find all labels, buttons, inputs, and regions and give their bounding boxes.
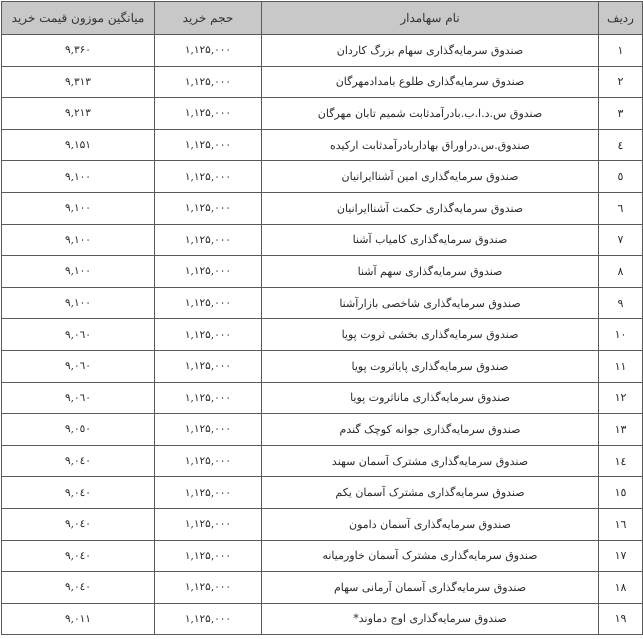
shareholder-table-container (1, 1, 642, 635)
cell-name: صندوق سرمایه‌گذاری سهام بزرگ کاردان (262, 35, 599, 67)
cell-avg-price: ۹,۱۰۰ (2, 161, 155, 193)
cell-volume: ۱,۱۲۵,۰۰۰ (155, 224, 262, 256)
cell-avg-price: ۹,۰٤۰ (2, 445, 155, 477)
cell-index: ۱۲ (599, 382, 643, 414)
cell-volume: ۱,۱۲۵,۰۰۰ (155, 445, 262, 477)
cell-volume: ۱,۱۲۵,۰۰۰ (155, 256, 262, 288)
cell-name: صندوق سرمایه‌گذاری مشترک آسمان سهند (262, 445, 599, 477)
cell-avg-price: ۹,۰٦۰ (2, 350, 155, 382)
cell-avg-price: ۹,۳۶۰ (2, 35, 155, 67)
cell-volume: ۱,۱۲۵,۰۰۰ (155, 414, 262, 446)
cell-index: ۷ (599, 224, 643, 256)
cell-index: ۳ (599, 98, 643, 130)
cell-name: صندوق سرمایه‌گذاری بخشی ثروت پویا (262, 319, 599, 351)
table-row (2, 161, 643, 193)
table-row (2, 287, 643, 319)
table-row (2, 414, 643, 446)
table-row (2, 129, 643, 161)
cell-index: ۱٤ (599, 445, 643, 477)
cell-name: صندوق سرمایه‌گذاری حکمت آشناایرانیان (262, 192, 599, 224)
table-row (2, 572, 643, 604)
table-row (2, 540, 643, 572)
cell-volume: ۱,۱۲۵,۰۰۰ (155, 98, 262, 130)
cell-name: صندوق س.د.ا.ب.بادرآمدثابت شمیم تابان مهرگان (262, 98, 599, 130)
cell-avg-price: ۹,۱۰۰ (2, 287, 155, 319)
header-name: نام سهامدار (262, 2, 599, 35)
table-row (2, 477, 643, 509)
cell-avg-price: ۹,۰٤۰ (2, 508, 155, 540)
cell-name: صندوق سرمایه‌گذاری امین آشناایرانیان (262, 161, 599, 193)
cell-name: صندوق سرمایه‌گذاری پایاثروت پویا (262, 350, 599, 382)
cell-volume: ۱,۱۲۵,۰۰۰ (155, 350, 262, 382)
cell-name: صندوق سرمایه‌گذاری مشترک آسمان یکم (262, 477, 599, 509)
cell-avg-price: ۹,۰٥۰ (2, 414, 155, 446)
table-row (2, 224, 643, 256)
cell-name: صندوق سرمایه‌گذاری آسمان آرمانی سهام (262, 572, 599, 604)
cell-avg-price: ۹,۱۵۱ (2, 129, 155, 161)
cell-index: ۱۳ (599, 414, 643, 446)
cell-avg-price: ۹,۰٦۰ (2, 319, 155, 351)
table-row (2, 192, 643, 224)
cell-index: ۲ (599, 66, 643, 98)
cell-index: ۹ (599, 287, 643, 319)
cell-name: صندوق سرمایه‌گذاری سهم آشنا (262, 256, 599, 288)
table-row (2, 256, 643, 288)
cell-volume: ۱,۱۲۵,۰۰۰ (155, 287, 262, 319)
cell-volume: ۱,۱۲۵,۰۰۰ (155, 508, 262, 540)
cell-index: ۱ (599, 35, 643, 67)
cell-avg-price: ۹,۰۱۱ (2, 603, 155, 635)
cell-name: صندوق سرمایه‌گذاری مشترک آسمان خاورمیانه (262, 540, 599, 572)
table-row (2, 350, 643, 382)
cell-avg-price: ۹,۰٤۰ (2, 540, 155, 572)
cell-avg-price: ۹,۲۱۳ (2, 98, 155, 130)
cell-avg-price: ۹,۰٤۰ (2, 572, 155, 604)
header-avg-price: میانگین موزون قیمت خرید (2, 2, 155, 35)
cell-index: ٤ (599, 129, 643, 161)
cell-index: ٦ (599, 192, 643, 224)
cell-avg-price: ۹,۰٤۰ (2, 477, 155, 509)
cell-avg-price: ۹,۱۰۰ (2, 256, 155, 288)
cell-name: صندوق سرمایه‌گذاری شاخصی بازارآشنا (262, 287, 599, 319)
cell-volume: ۱,۱۲۵,۰۰۰ (155, 540, 262, 572)
header-index: ردیف (599, 2, 643, 35)
cell-name: صندوق سرمایه‌گذاری کامیاب آشنا (262, 224, 599, 256)
shareholder-purchase-table (1, 1, 643, 635)
cell-volume: ۱,۱۲۵,۰۰۰ (155, 66, 262, 98)
cell-index: ۱۸ (599, 572, 643, 604)
table-row (2, 382, 643, 414)
cell-name: صندوق سرمایه‌گذاری طلوع بامدادمهرگان (262, 66, 599, 98)
table-body (2, 35, 643, 635)
cell-name: صندوق.س.دراوراق بهاداربادرآمدثابت ارکیده (262, 129, 599, 161)
cell-volume: ۱,۱۲۵,۰۰۰ (155, 477, 262, 509)
cell-index: ۱۹ (599, 603, 643, 635)
table-row (2, 445, 643, 477)
cell-index: ۱۰ (599, 319, 643, 351)
table-row (2, 319, 643, 351)
cell-volume: ۱,۱۲۵,۰۰۰ (155, 129, 262, 161)
cell-avg-price: ۹,۱۰۰ (2, 224, 155, 256)
cell-volume: ۱,۱۲۵,۰۰۰ (155, 35, 262, 67)
cell-index: ٥ (599, 161, 643, 193)
cell-volume: ۱,۱۲۵,۰۰۰ (155, 192, 262, 224)
cell-index: ۸ (599, 256, 643, 288)
cell-avg-price: ۹,۳۱۳ (2, 66, 155, 98)
cell-avg-price: ۹,۱۰۰ (2, 192, 155, 224)
cell-volume: ۱,۱۲۵,۰۰۰ (155, 382, 262, 414)
table-row (2, 508, 643, 540)
table-row (2, 35, 643, 67)
cell-index: ۱۷ (599, 540, 643, 572)
table-row (2, 66, 643, 98)
cell-avg-price: ۹,۰٦۰ (2, 382, 155, 414)
cell-volume: ۱,۱۲۵,۰۰۰ (155, 319, 262, 351)
table-row (2, 603, 643, 635)
cell-name: صندوق سرمایه‌گذاری اوج دماوند* (262, 603, 599, 635)
cell-volume: ۱,۱۲۵,۰۰۰ (155, 572, 262, 604)
cell-volume: ۱,۱۲۵,۰۰۰ (155, 603, 262, 635)
cell-index: ۱٦ (599, 508, 643, 540)
table-header-row (2, 2, 643, 35)
header-volume: حجم خرید (155, 2, 262, 35)
cell-name: صندوق سرمایه‌گذاری آسمان دامون (262, 508, 599, 540)
table-row (2, 98, 643, 130)
cell-index: ۱٥ (599, 477, 643, 509)
cell-name: صندوق سرمایه‌گذاری جوانه کوچک گندم (262, 414, 599, 446)
cell-volume: ۱,۱۲۵,۰۰۰ (155, 161, 262, 193)
cell-index: ۱۱ (599, 350, 643, 382)
cell-name: صندوق سرمایه‌گذاری ماناثروت پویا (262, 382, 599, 414)
